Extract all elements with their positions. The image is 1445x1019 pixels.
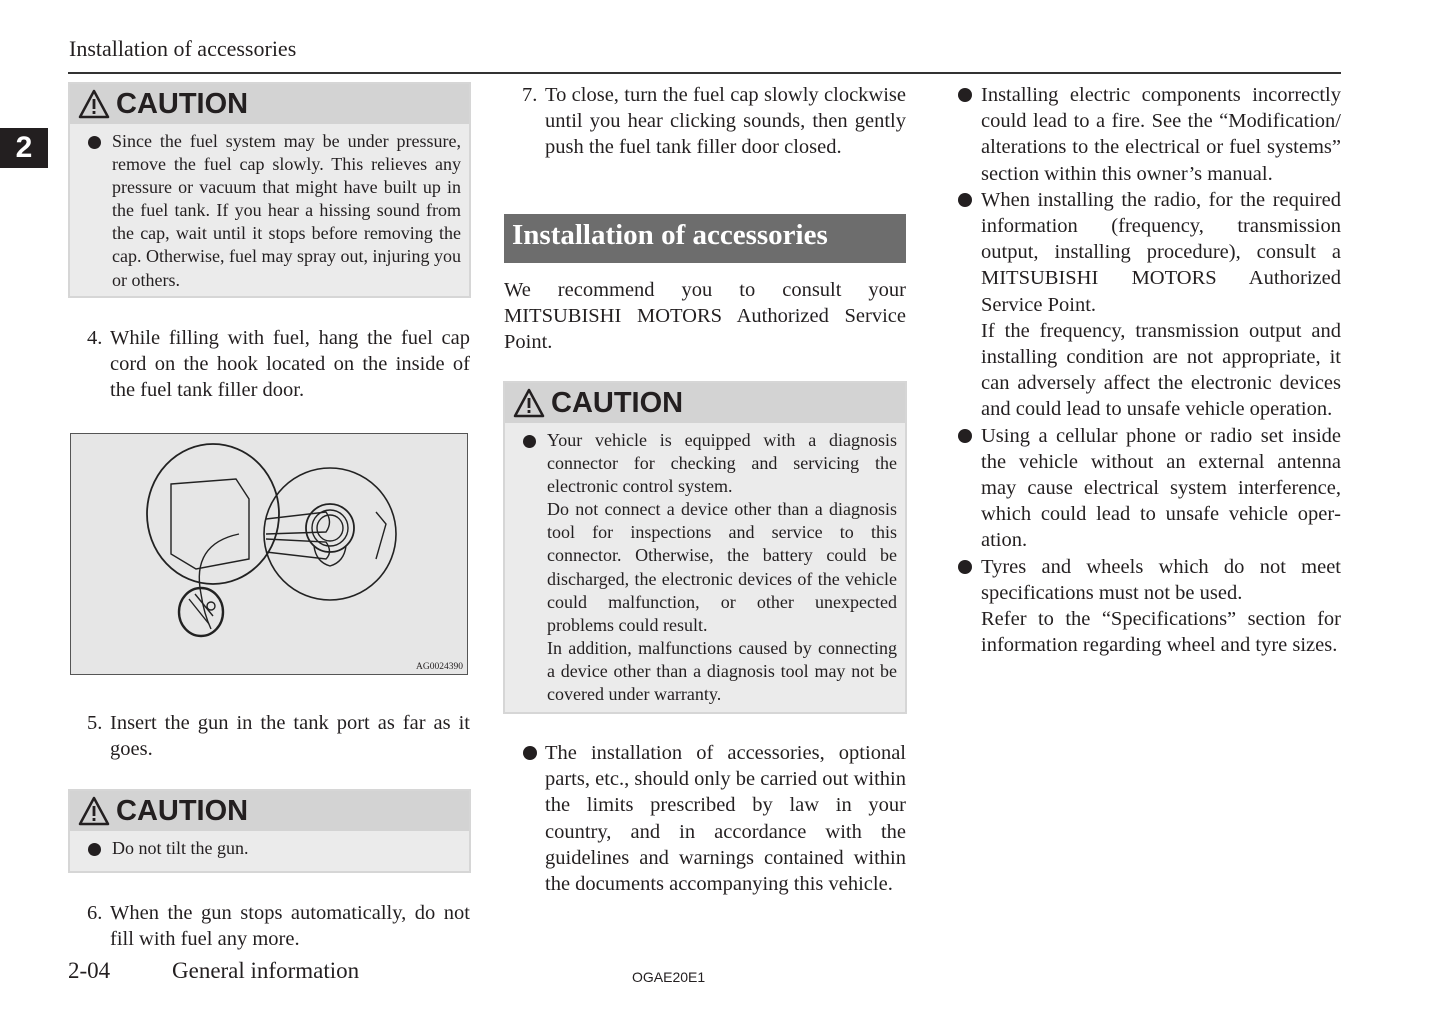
- bullet-icon: [523, 746, 537, 760]
- accessories-bullet-text: The installation of accessories, optional parts, etc., should only be carried out within the limits prescribed by law in your country, and in accordance with the guidelines and warnings contained within the documents accompanying this vehicle.: [545, 742, 906, 896]
- bullet-icon: [88, 136, 101, 149]
- bullet-text: When installing the radio, for the required information (frequency, transmission output, installing procedure), consult a MITSUBISHI MOTORS Authorized Service Point.: [981, 188, 1341, 316]
- caution-title: CAUTION: [116, 87, 249, 120]
- caution-box-tilt: [68, 789, 471, 873]
- warning-triangle-icon: [78, 89, 110, 119]
- step-number: 7.: [522, 84, 538, 106]
- list-item: [958, 554, 1341, 659]
- bullet-text: Installing electric components incorrectly could lead to a fire. See the “Modification/ alterations to the electrical or fuel systems” section within this owner’s manual.: [981, 84, 1341, 185]
- running-title: Installation of accessories: [69, 36, 297, 61]
- caution-title: CAUTION: [551, 386, 684, 419]
- step-number: 5.: [87, 712, 103, 734]
- chapter-tab: 2: [0, 128, 48, 168]
- figure-id: AG0024390: [416, 662, 463, 672]
- warning-triangle-icon: [78, 796, 110, 826]
- bullet-icon: [523, 435, 536, 448]
- bullet-text: Tyres and wheels which do not meet specifications must not be used.: [981, 555, 1341, 604]
- warning-triangle-icon: [513, 388, 545, 418]
- fuel-filler-door-illustration-icon: [71, 434, 466, 673]
- caution-title: CAUTION: [116, 794, 249, 827]
- list-item: [958, 82, 1341, 187]
- step-6-text: When the gun stops automatically, do not fill with fuel any more.: [110, 902, 470, 951]
- list-item: [958, 187, 1341, 423]
- caution-text: Your vehicle is equipped with a diagnosis connector for checking and servicing the electronic control system.: [547, 430, 897, 497]
- bullet-icon: [958, 429, 972, 443]
- list-item: [958, 423, 1341, 554]
- bullet-text: If the frequency, transmission output and installing condition are not appropriate, it can adversely affect the electronic devices and could lead to unsafe vehicle operation.: [981, 319, 1341, 421]
- bullet-icon: [958, 193, 972, 207]
- section-heading: Installation of accessories: [504, 214, 906, 263]
- caution-text: Since the fuel system may be under pressure, remove the fuel cap slowly. This relieves any pressure or vacuum that might have built up in the fuel tank. If you hear a hissing sound from the cap, wait until it stops before removing the cap. Otherwise, fuel may spray out, injuring you or others.: [112, 131, 461, 290]
- intro-paragraph: We recommend you to consult your MITSUBISHI MOTORS Authorized Service Point.: [504, 279, 906, 354]
- step-4-text: While filling with fuel, hang the fuel cap cord on the hook located on the inside of the fuel tank filler door.: [110, 327, 470, 402]
- caution-text: Do not connect a device other than a diagnosis tool for inspections and service to this connector. Otherwise, the battery could be discharged, the electronic devices of the vehicle could malfunction, or other unexpected problems could result.: [547, 499, 897, 635]
- step-number: 6.: [87, 902, 103, 924]
- footer-section: General information: [172, 958, 360, 983]
- caution-box-fuel-pressure: [68, 82, 471, 298]
- right-bullet-list: [958, 82, 1341, 658]
- bullet-icon: [958, 88, 972, 102]
- fuel-filler-door-figure: [70, 433, 468, 675]
- header-rule: [68, 72, 1341, 74]
- page-number: 2-04: [68, 958, 111, 983]
- caution-text: In addition, malfunctions caused by connecting a device other than a diagnosis tool may not be covered under warranty.: [547, 637, 897, 705]
- bullet-text: Using a cellular phone or radio set inside the vehicle without an external antenna may cause electrical system interference, which could lead to unsafe vehicle operation.: [981, 424, 1341, 552]
- step-7-text: To close, turn the fuel cap slowly clockwise until you hear clicking sounds, then gently push the fuel tank filler door closed.: [545, 84, 906, 159]
- bullet-icon: [88, 843, 101, 856]
- bullet-icon: [958, 560, 972, 574]
- bullet-text: Refer to the “Specifications” section for information regarding wheel and tyre sizes.: [981, 608, 1341, 657]
- step-number: 4.: [87, 327, 103, 349]
- caution-text: Do not tilt the gun.: [112, 838, 249, 858]
- step-5-text: Insert the gun in the tank port as far as it goes.: [110, 712, 470, 761]
- document-code: OGAE20E1: [632, 969, 706, 985]
- caution-box-diagnosis: [503, 381, 907, 714]
